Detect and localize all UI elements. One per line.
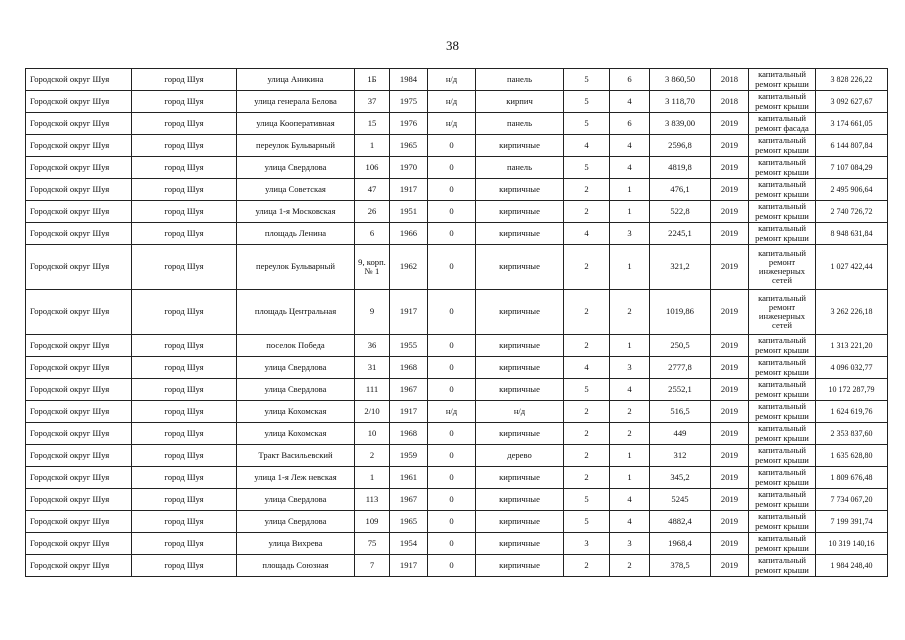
- settlement-cell: город Шуя: [132, 379, 237, 401]
- build-year-cell: 1967: [390, 489, 428, 511]
- cost-cell: 10 319 140,16: [816, 533, 888, 555]
- build-year-cell: 1917: [390, 179, 428, 201]
- floors-cell: 2: [564, 245, 610, 290]
- commission-year-cell: 0: [428, 245, 476, 290]
- build-year-cell: 1917: [390, 401, 428, 423]
- build-year-cell: 1965: [390, 511, 428, 533]
- build-year-cell: 1954: [390, 533, 428, 555]
- entrances-cell: 2: [610, 423, 650, 445]
- table-row: [26, 223, 888, 245]
- municipality-cell: Городской округ Шуя: [26, 511, 132, 533]
- house-number-cell: 1: [355, 135, 390, 157]
- settlement-cell: город Шуя: [132, 135, 237, 157]
- table-row: [26, 69, 888, 91]
- cost-cell: 1 027 422,44: [816, 245, 888, 290]
- street-cell: улица Свердлова: [237, 511, 355, 533]
- area-cell: 3 118,70: [650, 91, 711, 113]
- cost-cell: 4 096 032,77: [816, 357, 888, 379]
- build-year-cell: 1976: [390, 113, 428, 135]
- table-row: [26, 113, 888, 135]
- entrances-cell: 1: [610, 467, 650, 489]
- commission-year-cell: 0: [428, 357, 476, 379]
- house-number-cell: 7: [355, 555, 390, 577]
- floors-cell: 2: [564, 445, 610, 467]
- wall-material-cell: кирпичные: [476, 489, 564, 511]
- area-cell: 449: [650, 423, 711, 445]
- house-number-cell: 6: [355, 223, 390, 245]
- house-number-cell: 10: [355, 423, 390, 445]
- area-cell: 3 839,00: [650, 113, 711, 135]
- wall-material-cell: дерево: [476, 445, 564, 467]
- table-row: [26, 401, 888, 423]
- house-number-cell: 15: [355, 113, 390, 135]
- work-type-cell: капитальный ремонт крыши: [749, 379, 816, 401]
- cost-cell: 1 809 676,48: [816, 467, 888, 489]
- municipality-cell: Городской округ Шуя: [26, 245, 132, 290]
- commission-year-cell: 0: [428, 179, 476, 201]
- table-row: [26, 423, 888, 445]
- municipality-cell: Городской округ Шуя: [26, 467, 132, 489]
- settlement-cell: город Шуя: [132, 555, 237, 577]
- build-year-cell: 1968: [390, 423, 428, 445]
- municipality-cell: Городской округ Шуя: [26, 201, 132, 223]
- floors-cell: 5: [564, 69, 610, 91]
- year-cell: 2019: [711, 135, 749, 157]
- year-cell: 2019: [711, 401, 749, 423]
- area-cell: 378,5: [650, 555, 711, 577]
- floors-cell: 2: [564, 179, 610, 201]
- street-cell: улица Свердлова: [237, 379, 355, 401]
- work-type-cell: капитальный ремонт крыши: [749, 489, 816, 511]
- wall-material-cell: кирпичные: [476, 533, 564, 555]
- cost-cell: 1 313 221,20: [816, 335, 888, 357]
- settlement-cell: город Шуя: [132, 245, 237, 290]
- wall-material-cell: н/д: [476, 401, 564, 423]
- page-number: 38: [446, 38, 459, 53]
- floors-cell: 2: [564, 401, 610, 423]
- cost-cell: 2 353 837,60: [816, 423, 888, 445]
- commission-year-cell: 0: [428, 379, 476, 401]
- year-cell: 2019: [711, 157, 749, 179]
- work-type-cell: капитальный ремонт инженерных сетей: [749, 290, 816, 335]
- entrances-cell: 4: [610, 135, 650, 157]
- table-row: [26, 179, 888, 201]
- floors-cell: 3: [564, 533, 610, 555]
- commission-year-cell: 0: [428, 135, 476, 157]
- commission-year-cell: 0: [428, 511, 476, 533]
- table-row: [26, 511, 888, 533]
- wall-material-cell: кирпичные: [476, 511, 564, 533]
- wall-material-cell: кирпичные: [476, 223, 564, 245]
- settlement-cell: город Шуя: [132, 511, 237, 533]
- entrances-cell: 1: [610, 201, 650, 223]
- entrances-cell: 4: [610, 511, 650, 533]
- cost-cell: 7 734 067,20: [816, 489, 888, 511]
- cost-cell: 7 199 391,74: [816, 511, 888, 533]
- entrances-cell: 4: [610, 157, 650, 179]
- build-year-cell: 1961: [390, 467, 428, 489]
- settlement-cell: город Шуя: [132, 423, 237, 445]
- work-type-cell: капитальный ремонт инженерных сетей: [749, 245, 816, 290]
- municipality-cell: Городской округ Шуя: [26, 423, 132, 445]
- table-row: [26, 379, 888, 401]
- build-year-cell: 1962: [390, 245, 428, 290]
- commission-year-cell: н/д: [428, 113, 476, 135]
- wall-material-cell: кирпичные: [476, 555, 564, 577]
- settlement-cell: город Шуя: [132, 489, 237, 511]
- entrances-cell: 2: [610, 555, 650, 577]
- work-type-cell: капитальный ремонт крыши: [749, 157, 816, 179]
- street-cell: площадь Ленина: [237, 223, 355, 245]
- cost-cell: 1 635 628,80: [816, 445, 888, 467]
- cost-cell: 3 092 627,67: [816, 91, 888, 113]
- table-row: [26, 489, 888, 511]
- build-year-cell: 1959: [390, 445, 428, 467]
- street-cell: улица генерала Белова: [237, 91, 355, 113]
- municipality-cell: Городской округ Шуя: [26, 157, 132, 179]
- build-year-cell: 1968: [390, 357, 428, 379]
- table-row: [26, 533, 888, 555]
- build-year-cell: 1965: [390, 135, 428, 157]
- municipality-cell: Городской округ Шуя: [26, 401, 132, 423]
- year-cell: 2019: [711, 201, 749, 223]
- commission-year-cell: н/д: [428, 69, 476, 91]
- settlement-cell: город Шуя: [132, 179, 237, 201]
- cost-cell: 1 624 619,76: [816, 401, 888, 423]
- cost-cell: 3 174 661,05: [816, 113, 888, 135]
- street-cell: улица 1-я Московская: [237, 201, 355, 223]
- entrances-cell: 1: [610, 245, 650, 290]
- year-cell: 2019: [711, 445, 749, 467]
- house-number-cell: 106: [355, 157, 390, 179]
- build-year-cell: 1984: [390, 69, 428, 91]
- area-cell: 312: [650, 445, 711, 467]
- commission-year-cell: н/д: [428, 401, 476, 423]
- year-cell: 2019: [711, 555, 749, 577]
- area-cell: 4819,8: [650, 157, 711, 179]
- area-cell: 1019,86: [650, 290, 711, 335]
- work-type-cell: капитальный ремонт крыши: [749, 223, 816, 245]
- work-type-cell: капитальный ремонт крыши: [749, 69, 816, 91]
- area-cell: 5245: [650, 489, 711, 511]
- settlement-cell: город Шуя: [132, 223, 237, 245]
- work-type-cell: капитальный ремонт крыши: [749, 423, 816, 445]
- municipality-cell: Городской округ Шуя: [26, 533, 132, 555]
- wall-material-cell: панель: [476, 157, 564, 179]
- floors-cell: 5: [564, 157, 610, 179]
- municipality-cell: Городской округ Шуя: [26, 135, 132, 157]
- house-number-cell: 1Б: [355, 69, 390, 91]
- floors-cell: 2: [564, 423, 610, 445]
- cost-cell: 1 984 248,40: [816, 555, 888, 577]
- street-cell: Тракт Васильевский: [237, 445, 355, 467]
- entrances-cell: 3: [610, 357, 650, 379]
- municipality-cell: Городской округ Шуя: [26, 290, 132, 335]
- settlement-cell: город Шуя: [132, 335, 237, 357]
- table-row: [26, 555, 888, 577]
- municipality-cell: Городской округ Шуя: [26, 445, 132, 467]
- year-cell: 2019: [711, 533, 749, 555]
- wall-material-cell: кирпичные: [476, 179, 564, 201]
- work-type-cell: капитальный ремонт крыши: [749, 335, 816, 357]
- wall-material-cell: кирпичные: [476, 467, 564, 489]
- year-cell: 2019: [711, 290, 749, 335]
- wall-material-cell: панель: [476, 69, 564, 91]
- commission-year-cell: н/д: [428, 91, 476, 113]
- floors-cell: 2: [564, 467, 610, 489]
- street-cell: улица Кохомская: [237, 423, 355, 445]
- wall-material-cell: кирпич: [476, 91, 564, 113]
- street-cell: улица Вихрева: [237, 533, 355, 555]
- commission-year-cell: 0: [428, 201, 476, 223]
- work-type-cell: капитальный ремонт крыши: [749, 179, 816, 201]
- year-cell: 2018: [711, 91, 749, 113]
- street-cell: улица Кооперативная: [237, 113, 355, 135]
- street-cell: улица 1-я Леж невская: [237, 467, 355, 489]
- area-cell: 476,1: [650, 179, 711, 201]
- street-cell: площадь Союзная: [237, 555, 355, 577]
- work-type-cell: капитальный ремонт крыши: [749, 135, 816, 157]
- commission-year-cell: 0: [428, 489, 476, 511]
- settlement-cell: город Шуя: [132, 201, 237, 223]
- settlement-cell: город Шуя: [132, 467, 237, 489]
- work-type-cell: капитальный ремонт крыши: [749, 91, 816, 113]
- house-number-cell: 2: [355, 445, 390, 467]
- work-type-cell: капитальный ремонт крыши: [749, 201, 816, 223]
- work-type-cell: капитальный ремонт крыши: [749, 533, 816, 555]
- commission-year-cell: 0: [428, 467, 476, 489]
- year-cell: 2019: [711, 511, 749, 533]
- area-cell: 250,5: [650, 335, 711, 357]
- municipality-cell: Городской округ Шуя: [26, 335, 132, 357]
- floors-cell: 4: [564, 135, 610, 157]
- commission-year-cell: 0: [428, 335, 476, 357]
- table-row: [26, 357, 888, 379]
- commission-year-cell: 0: [428, 555, 476, 577]
- table-row: [26, 467, 888, 489]
- build-year-cell: 1917: [390, 290, 428, 335]
- table-row: [26, 445, 888, 467]
- cost-cell: 6 144 807,84: [816, 135, 888, 157]
- municipality-cell: Городской округ Шуя: [26, 489, 132, 511]
- cost-cell: 7 107 084,29: [816, 157, 888, 179]
- table-row: [26, 335, 888, 357]
- entrances-cell: 2: [610, 401, 650, 423]
- wall-material-cell: кирпичные: [476, 335, 564, 357]
- cost-cell: 10 172 287,79: [816, 379, 888, 401]
- table-row: [26, 91, 888, 113]
- municipality-cell: Городской округ Шуя: [26, 113, 132, 135]
- table-row: [26, 157, 888, 179]
- house-number-cell: 1: [355, 467, 390, 489]
- area-cell: 1968,4: [650, 533, 711, 555]
- street-cell: переулок Бульварный: [237, 245, 355, 290]
- cost-cell: 3 262 226,18: [816, 290, 888, 335]
- municipality-cell: Городской округ Шуя: [26, 91, 132, 113]
- wall-material-cell: кирпичные: [476, 135, 564, 157]
- year-cell: 2019: [711, 335, 749, 357]
- settlement-cell: город Шуя: [132, 113, 237, 135]
- wall-material-cell: кирпичные: [476, 423, 564, 445]
- work-type-cell: капитальный ремонт крыши: [749, 555, 816, 577]
- municipality-cell: Городской округ Шуя: [26, 223, 132, 245]
- cost-cell: 3 828 226,22: [816, 69, 888, 91]
- house-number-cell: 9, корп. № 1: [355, 245, 390, 290]
- street-cell: площадь Центральная: [237, 290, 355, 335]
- commission-year-cell: 0: [428, 533, 476, 555]
- street-cell: улица Советская: [237, 179, 355, 201]
- area-cell: 522,8: [650, 201, 711, 223]
- street-cell: улица Свердлова: [237, 157, 355, 179]
- street-cell: улица Кохомская: [237, 401, 355, 423]
- settlement-cell: город Шуя: [132, 445, 237, 467]
- floors-cell: 4: [564, 223, 610, 245]
- house-number-cell: 113: [355, 489, 390, 511]
- entrances-cell: 1: [610, 445, 650, 467]
- house-number-cell: 26: [355, 201, 390, 223]
- house-number-cell: 31: [355, 357, 390, 379]
- floors-cell: 5: [564, 379, 610, 401]
- settlement-cell: город Шуя: [132, 401, 237, 423]
- area-cell: 2245,1: [650, 223, 711, 245]
- settlement-cell: город Шуя: [132, 357, 237, 379]
- floors-cell: 4: [564, 357, 610, 379]
- floors-cell: 5: [564, 113, 610, 135]
- year-cell: 2019: [711, 423, 749, 445]
- municipality-cell: Городской округ Шуя: [26, 357, 132, 379]
- municipality-cell: Городской округ Шуя: [26, 69, 132, 91]
- year-cell: 2018: [711, 69, 749, 91]
- entrances-cell: 1: [610, 335, 650, 357]
- work-type-cell: капитальный ремонт крыши: [749, 445, 816, 467]
- wall-material-cell: кирпичные: [476, 290, 564, 335]
- year-cell: 2019: [711, 113, 749, 135]
- area-cell: 2596,8: [650, 135, 711, 157]
- house-number-cell: 2/10: [355, 401, 390, 423]
- build-year-cell: 1955: [390, 335, 428, 357]
- entrances-cell: 6: [610, 113, 650, 135]
- work-type-cell: капитальный ремонт крыши: [749, 467, 816, 489]
- build-year-cell: 1970: [390, 157, 428, 179]
- build-year-cell: 1917: [390, 555, 428, 577]
- floors-cell: 2: [564, 290, 610, 335]
- municipality-cell: Городской округ Шуя: [26, 179, 132, 201]
- area-cell: 321,2: [650, 245, 711, 290]
- year-cell: 2019: [711, 357, 749, 379]
- house-number-cell: 47: [355, 179, 390, 201]
- build-year-cell: 1951: [390, 201, 428, 223]
- floors-cell: 2: [564, 555, 610, 577]
- area-cell: 516,5: [650, 401, 711, 423]
- wall-material-cell: кирпичные: [476, 379, 564, 401]
- street-cell: улица Свердлова: [237, 489, 355, 511]
- entrances-cell: 1: [610, 179, 650, 201]
- table-row: [26, 201, 888, 223]
- commission-year-cell: 0: [428, 223, 476, 245]
- area-cell: 2777,8: [650, 357, 711, 379]
- year-cell: 2019: [711, 467, 749, 489]
- floors-cell: 2: [564, 335, 610, 357]
- work-type-cell: капитальный ремонт фасада: [749, 113, 816, 135]
- entrances-cell: 3: [610, 223, 650, 245]
- wall-material-cell: кирпичные: [476, 245, 564, 290]
- street-cell: улица Аникина: [237, 69, 355, 91]
- area-cell: 3 860,50: [650, 69, 711, 91]
- year-cell: 2019: [711, 179, 749, 201]
- area-cell: 2552,1: [650, 379, 711, 401]
- street-cell: улица Свердлова: [237, 357, 355, 379]
- street-cell: переулок Бульварный: [237, 135, 355, 157]
- commission-year-cell: 0: [428, 157, 476, 179]
- house-number-cell: 37: [355, 91, 390, 113]
- wall-material-cell: кирпичные: [476, 201, 564, 223]
- build-year-cell: 1966: [390, 223, 428, 245]
- entrances-cell: 2: [610, 290, 650, 335]
- entrances-cell: 6: [610, 69, 650, 91]
- year-cell: 2019: [711, 489, 749, 511]
- house-number-cell: 111: [355, 379, 390, 401]
- commission-year-cell: 0: [428, 290, 476, 335]
- cost-cell: 2 740 726,72: [816, 201, 888, 223]
- house-number-cell: 9: [355, 290, 390, 335]
- floors-cell: 5: [564, 489, 610, 511]
- wall-material-cell: кирпичные: [476, 357, 564, 379]
- settlement-cell: город Шуя: [132, 533, 237, 555]
- house-number-cell: 75: [355, 533, 390, 555]
- year-cell: 2019: [711, 379, 749, 401]
- settlement-cell: город Шуя: [132, 91, 237, 113]
- year-cell: 2019: [711, 223, 749, 245]
- cost-cell: 8 948 631,84: [816, 223, 888, 245]
- entrances-cell: 4: [610, 379, 650, 401]
- settlement-cell: город Шуя: [132, 157, 237, 179]
- street-cell: поселок Победа: [237, 335, 355, 357]
- table-row: [26, 290, 888, 335]
- wall-material-cell: панель: [476, 113, 564, 135]
- municipality-cell: Городской округ Шуя: [26, 555, 132, 577]
- settlement-cell: город Шуя: [132, 69, 237, 91]
- work-type-cell: капитальный ремонт крыши: [749, 357, 816, 379]
- house-number-cell: 36: [355, 335, 390, 357]
- commission-year-cell: 0: [428, 423, 476, 445]
- area-cell: 4882,4: [650, 511, 711, 533]
- build-year-cell: 1967: [390, 379, 428, 401]
- cost-cell: 2 495 906,64: [816, 179, 888, 201]
- commission-year-cell: 0: [428, 445, 476, 467]
- table-row: [26, 245, 888, 290]
- entrances-cell: 4: [610, 91, 650, 113]
- settlement-cell: город Шуя: [132, 290, 237, 335]
- build-year-cell: 1975: [390, 91, 428, 113]
- municipality-cell: Городской округ Шуя: [26, 379, 132, 401]
- area-cell: 345,2: [650, 467, 711, 489]
- entrances-cell: 3: [610, 533, 650, 555]
- table-row: [26, 135, 888, 157]
- housing-repair-table: [25, 68, 888, 577]
- work-type-cell: капитальный ремонт крыши: [749, 401, 816, 423]
- work-type-cell: капитальный ремонт крыши: [749, 511, 816, 533]
- entrances-cell: 4: [610, 489, 650, 511]
- year-cell: 2019: [711, 245, 749, 290]
- floors-cell: 5: [564, 511, 610, 533]
- floors-cell: 5: [564, 91, 610, 113]
- floors-cell: 2: [564, 201, 610, 223]
- house-number-cell: 109: [355, 511, 390, 533]
